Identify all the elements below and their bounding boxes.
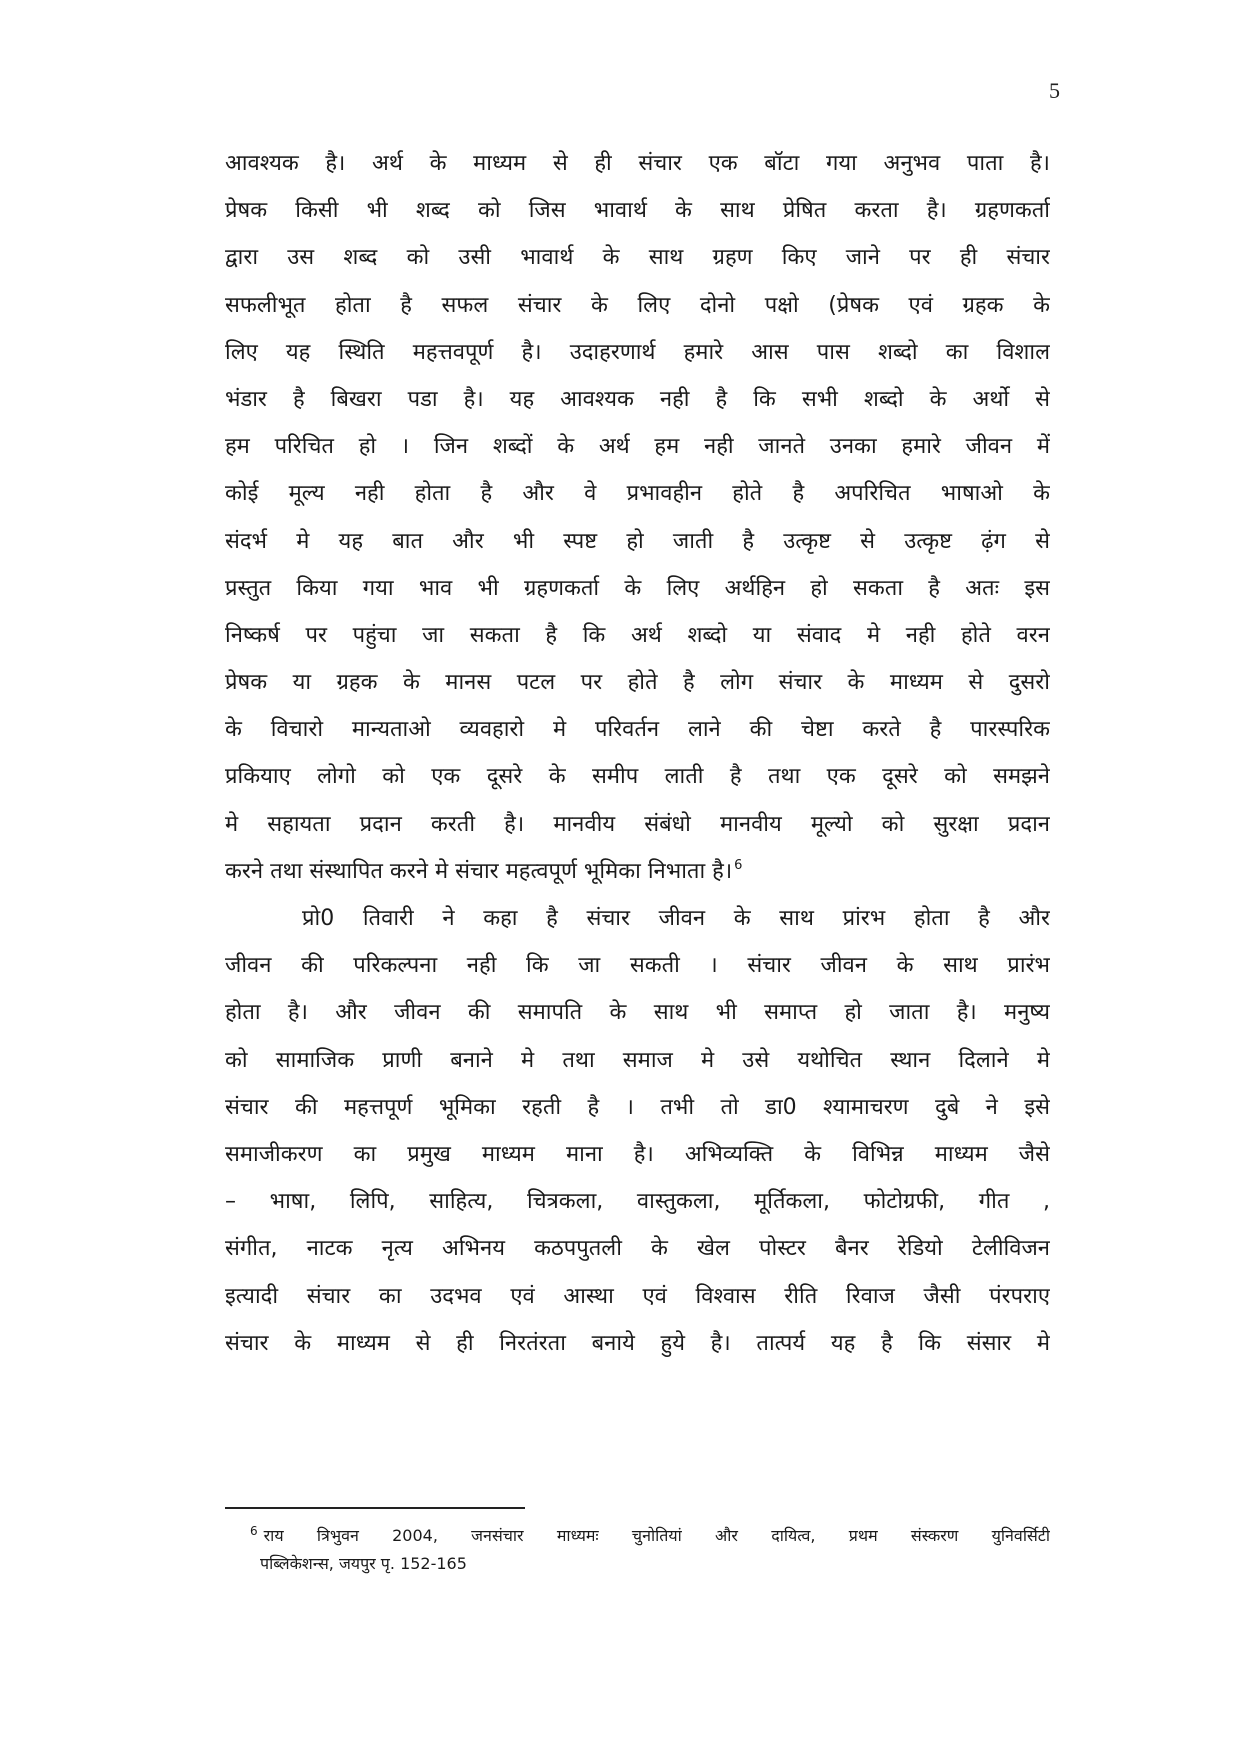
text-line: जीवन की परिकल्पना नही कि जा सकती । संचार जीवन के साथ प्रारंभ bbox=[225, 953, 1050, 979]
text-line: मे सहायता प्रदान करती है। मानवीय संबंधो मानवीय मूल्यो को सुरक्षा प्रदान bbox=[225, 811, 1050, 837]
text-line: संगीत, नाटक नृत्य अभिनय कठपपुतली के खेल पोस्टर बैनर रेडियो टेलीविजन bbox=[225, 1236, 1050, 1262]
page-number: 5 bbox=[1049, 78, 1060, 103]
text-line: हम परिचित हो । जिन शब्दों के अर्थ हम नही जानते उनका हमारे जीवन में bbox=[225, 434, 1050, 460]
text-line: भंडार है बिखरा पडा है। यह आवश्यक नही है कि सभी शब्दो के अर्थो से bbox=[225, 386, 1050, 412]
text-line: प्रो0 तिवारी ने कहा है संचार जीवन के साथ प्रांरभ होता है और bbox=[302, 906, 1050, 931]
text-line: इत्यादी संचार का उदभव एवं आस्था एवं विश्वास रीति रिवाज जैसी पंरपराए bbox=[225, 1283, 1050, 1309]
text-line: संचार की महत्तपूर्ण भूमिका रहती है । तभी तो डा0 श्यामाचरण दुबे ने इसे bbox=[225, 1094, 1050, 1120]
footnote-reference[interactable]: 6 bbox=[734, 858, 743, 874]
footnote bbox=[250, 1522, 1050, 1578]
text-line: निष्कर्ष पर पहुंचा जा सकता है कि अर्थ शब्दो या संवाद मे नही होते वरन bbox=[225, 622, 1050, 648]
text-line: प्रेषक किसी भी शब्द को जिस भावार्थ के साथ प्रेषित करता है। ग्रहणकर्ता bbox=[225, 198, 1050, 224]
text-line: – भाषा, लिपि, साहित्य, चित्रकला, वास्तुकला, मूर्तिकला, फोटोग्रफी, गीत , bbox=[225, 1189, 1050, 1215]
text-line: संचार के माध्यम से ही निरतंरता बनाये हुये है। तात्पर्य यह है कि संसार मे bbox=[225, 1330, 1050, 1356]
text-line: लिए यह स्थिति महत्तवपूर्ण है। उदाहरणार्थ हमारे आस पास शब्दो का विशाल bbox=[225, 339, 1050, 365]
text-line: प्रस्तुत किया गया भाव भी ग्रहणकर्ता के लिए अर्थहिन हो सकता है अतः इस bbox=[225, 575, 1050, 601]
text-line: को सामाजिक प्राणी बनाने मे तथा समाज मे उसे यथोचित स्थान दिलाने मे bbox=[225, 1047, 1050, 1073]
text-line: करने तथा संस्थापित करने मे संचार महत्वपूर्ण भूमिका निभाता है। bbox=[225, 858, 733, 884]
text-line: होता है। और जीवन की समापति के साथ भी समाप्त हो जाता है। मनुष्य bbox=[225, 1000, 1050, 1026]
text-line: संदर्भ मे यह बात और भी स्पष्ट हो जाती है उत्कृष्ट से उत्कृष्ट ढ़ंग से bbox=[225, 528, 1050, 554]
footnote-line bbox=[250, 1522, 1050, 1550]
text-line: द्वारा उस शब्द को उसी भावार्थ के साथ ग्रहण किए जाने पर ही संचार bbox=[225, 245, 1050, 271]
text-line: समाजीकरण का प्रमुख माध्यम माना है। अभिव्यक्ति के विभिन्न माध्यम जैसे bbox=[225, 1141, 1050, 1167]
footnote-number: 6 bbox=[250, 1523, 258, 1538]
text-line: कोई मूल्य नही होता है और वे प्रभावहीन होते है अपरिचित भाषाओ के bbox=[225, 481, 1050, 507]
body-text bbox=[225, 140, 1050, 1367]
text-line: के विचारो मान्यताओ व्यवहारो मे परिवर्तन लाने की चेष्टा करते है पारस्परिक bbox=[225, 717, 1050, 743]
footnote-line: पब्लिकेशन्स, जयपुर पृ. 152-165 bbox=[260, 1554, 467, 1573]
text-line: प्रकियाए लोगो को एक दूसरे के समीप लाती है तथा एक दूसरे को समझने bbox=[225, 764, 1050, 790]
text-line: प्रेषक या ग्रहक के मानस पटल पर होते है लोग संचार के माध्यम से दुसरो bbox=[225, 670, 1050, 696]
footnote-text: राय त्रिभुवन 2004, जनसंचार माध्यमः चुनोतियां और दायित्व, प्रथम संस्करण युनिवर्सिटी bbox=[263, 1526, 1050, 1545]
text-line: आवश्यक है। अर्थ के माध्यम से ही संचार एक बॉटा गया अनुभव पाता है। bbox=[225, 151, 1050, 176]
footnote-divider bbox=[225, 1507, 525, 1509]
paragraph-end-line bbox=[225, 848, 1050, 895]
text-line: सफलीभूत होता है सफल संचार के लिए दोनो पक्षो (प्रेषक एवं ग्रहक के bbox=[225, 292, 1050, 318]
